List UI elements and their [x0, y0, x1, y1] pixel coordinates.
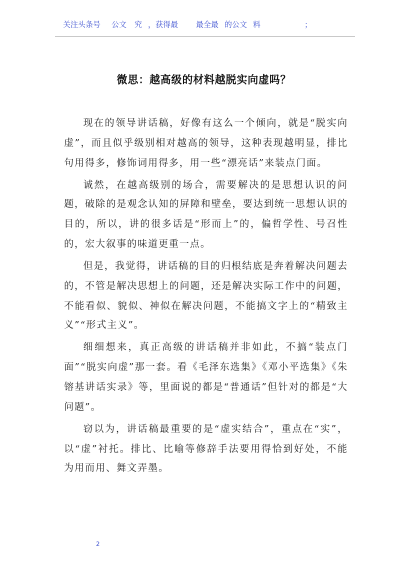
document-title: 微思：越高级的材料越脱实向虚吗？: [116, 74, 292, 86]
header-text[interactable]: 料: [253, 20, 261, 29]
page-header: [55, 19, 355, 33]
document-body: [64, 114, 348, 481]
paragraph: 诚然，在越高级别的场合，需要解决的是思想认识的问题，破除的是观念认知的屏障和壁垒，要达到统一思想认识的目的，所以，讲的很多话是“形而上”的，偏哲学性、号召性的，宏大叙事的味道更重一点。: [64, 179, 348, 250]
header-text[interactable]: 究: [134, 20, 142, 29]
header-text[interactable]: 的公文: [224, 20, 247, 29]
header-text[interactable]: 关注头条号: [63, 20, 101, 29]
header-text[interactable]: 最全最: [196, 20, 219, 29]
header-text[interactable]: 公文: [111, 20, 127, 29]
paragraph: 现在的领导讲话稿，好像有这么一个倾向，就是“脱实向虚”，而且似乎级别相对越高的领导，这种表现越明显，排比句用得多，修饰词用得多，用一些“漂亮话”来装点门面。: [64, 118, 348, 169]
header-divider: [55, 36, 355, 37]
paragraph: 细细想来，真正高级的讲话稿并非如此，不搞“装点门面”“脱实向虚”那一套。看《毛泽东选集》《邓小平选集》《朱镕基讲话实录》等，里面说的都是“普通话”但针对的都是“大问题”。: [64, 342, 348, 413]
paragraph: 但是，我觉得，讲话稿的目的归根结底是奔着解决问题去的，不管是解决思想上的问题，还是解决实际工作中的问题，不能看似、貌似、神似在解决问题，不能搞文字上的“精致主义”“形式主义”。: [64, 260, 348, 332]
page-footer-mark: 2: [96, 541, 100, 548]
header-text: ；: [304, 20, 312, 29]
header-text[interactable]: ，获得最: [148, 20, 178, 29]
paragraph: 窃以为，讲话稿最重要的是“虚实结合”，重点在“实”，以“虚”衬托。排比、比喻等修辞手法要用得恰到好处，不能为用而用、舞文弄墨。: [64, 423, 348, 475]
